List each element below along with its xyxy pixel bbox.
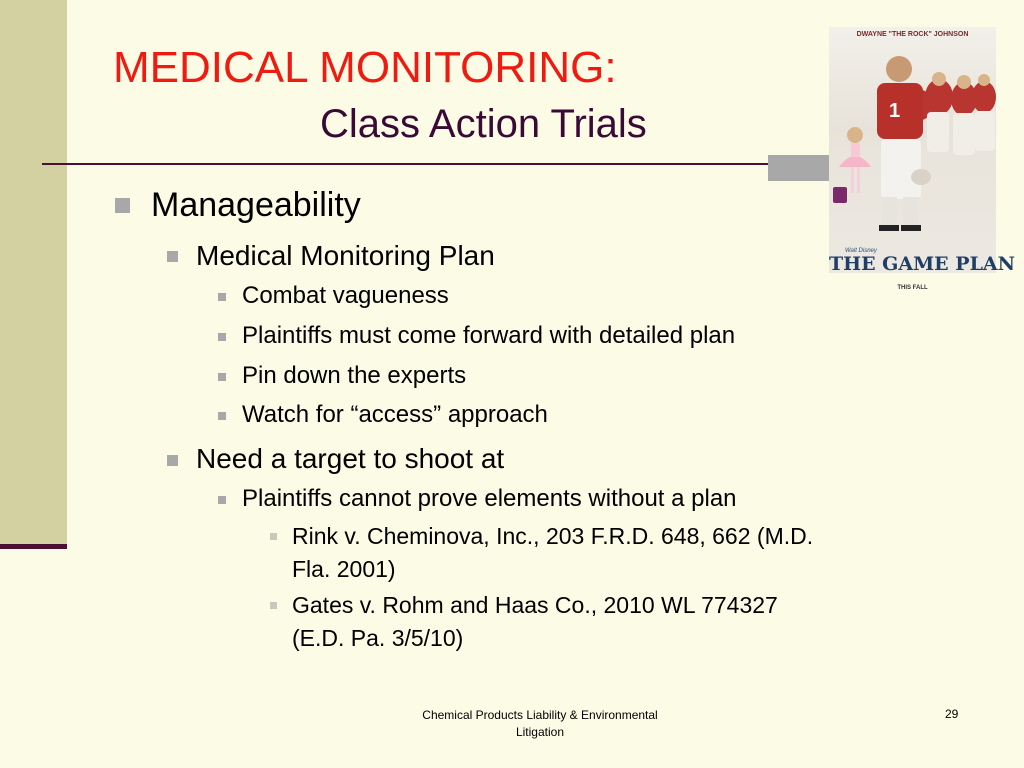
poster-illustration [829,27,1016,275]
poster-top-text: DWAYNE "THE ROCK" JOHNSON [856,31,969,38]
bullet-level3-marker [218,496,226,504]
bullet-level3-vagueness: Combat vagueness [242,282,449,309]
slide-subtitle: Class Action Trials [320,102,647,146]
bullet-level2-marker [167,251,178,262]
bullet-level3-marker [218,293,226,301]
bullet-level4-rink-line1: Rink v. Cheminova, Inc., 203 F.R.D. 648, 662 (M.D. [292,523,814,549]
left-sidebar-decoration [0,0,67,548]
bullet-level3-prove-elements: Plaintiffs cannot prove elements without a plan [242,485,737,512]
bullet-level2-marker [167,455,178,466]
bullet-level4-gates-line2: (E.D. Pa. 3/5/10) [292,625,464,651]
bullet-level3-marker [218,412,226,420]
poster-studio-logo: Walt Disney [845,248,877,254]
bullet-level4-marker [270,602,277,609]
svg-text:1: 1 [889,100,901,122]
bullet-level3-marker [218,373,226,381]
bullet-level3-experts: Pin down the experts [242,362,467,389]
bullet-level3-detailed-plan: Plaintiffs must come forward with detailed plan [242,322,736,349]
slide-title: MEDICAL MONITORING: [113,43,617,92]
poster-release-date: THIS FALL [897,285,928,291]
divider-block [768,155,832,181]
bullet-level1: Manageability [151,186,361,224]
sidebar-accent-line [0,544,67,549]
movie-poster-image [829,27,1016,291]
footer-line2: Litigation [515,724,565,739]
bullet-level1-marker [115,198,130,213]
poster-title-logo: THE GAME PLAN [829,253,1016,275]
slide-number: 29 [945,707,959,721]
bullet-level2-target: Need a target to shoot at [196,443,505,474]
footer-line1: Chemical Products Liability & Environmental [422,708,658,722]
bullet-level3-marker [218,333,226,341]
bullet-level4-gates-line1: Gates v. Rohm and Haas Co., 2010 WL 774327 [292,592,778,618]
bullet-level2-plan: Medical Monitoring Plan [196,240,495,271]
bullet-level3-access: Watch for “access” approach [242,401,548,428]
title-divider [42,163,832,165]
bullet-level4-marker [270,533,277,540]
bullet-level4-rink-line2: Fla. 2001) [292,556,396,582]
slide-footer [380,707,700,741]
